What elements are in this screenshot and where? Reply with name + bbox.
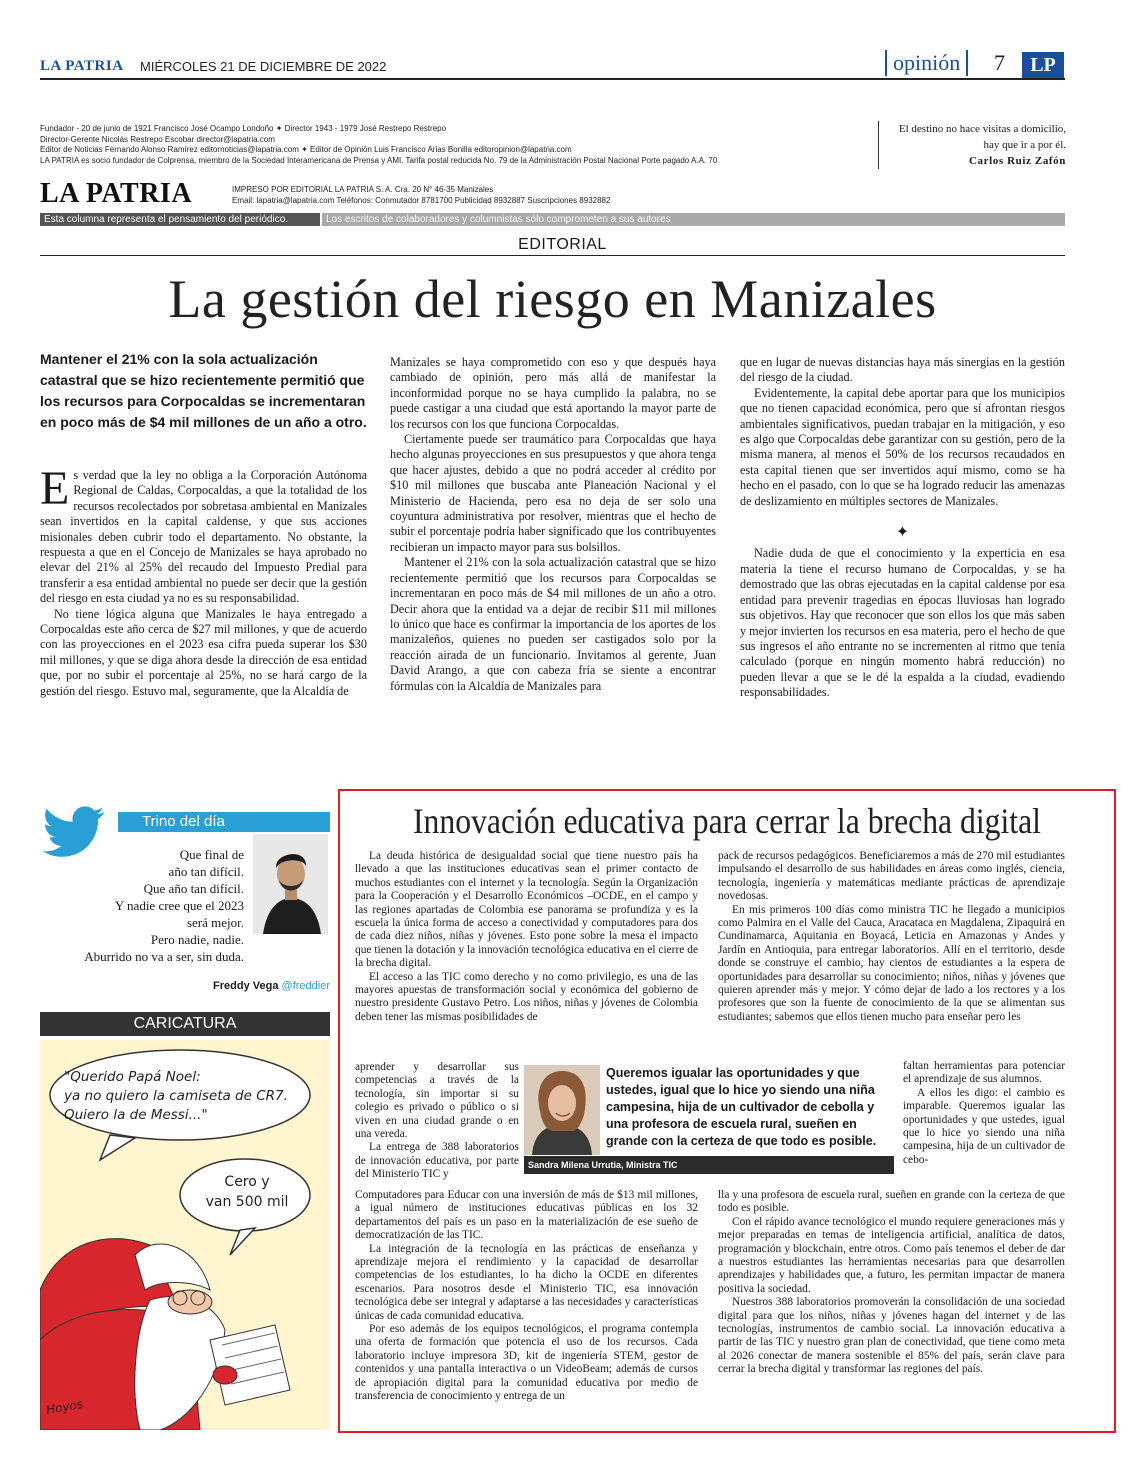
paragraph: La entrega de 388 laboratorios de innovación educativa, por parte del Ministerio TIC y <box>355 1141 519 1181</box>
speech-bubble-letter: "Querido Papá Noel: ya no quiero la camiseta de CR7. Quiero la de Messi..." <box>64 1069 288 1123</box>
quote-line: El destino no hace visitas a domicilio, <box>898 123 1066 135</box>
masthead-line: Director-Gerente Nicolás Restrepo Escobar director@lapatria.com <box>40 134 275 144</box>
paragraph: aprender y desarrollar sus competencias a través de la tecnología, sin importar si su colegio es privado o público o si viven en una ciudad grande o en una vereda. <box>355 1061 519 1141</box>
pull-quote-caption: Sandra Milena Urrutia, Ministra TIC <box>524 1156 894 1174</box>
article-column-2-mid <box>903 1060 1065 1167</box>
paragraph: faltan herramientas para potenciar el aprendizaje de sus alumnos. <box>903 1060 1065 1086</box>
article-headline: Innovación educativa para cerrar la brecha digital <box>413 801 1041 841</box>
author-photo <box>253 834 328 934</box>
cartoon-panel <box>40 1040 330 1430</box>
cartoonist-signature: Hoyos <box>45 1396 84 1418</box>
minister-photo <box>524 1065 600 1155</box>
separator-star: ✦ <box>895 524 910 542</box>
speech-bubble-reply: Cero y van 500 mil <box>205 1174 289 1210</box>
paragraph: En mis primeros 100 días como ministra TIC he llegado a municipios como Palmira en el Valle del Cauca, Aracataca en Magdalena, Zipaquirá en Cundinamarca, Aquitania en Boyacá, Leticia en Amazonas y Andes y Jardín en Antioquia, para entregar laboratorios. Allí en el territorio, desde donde se construye el cambio, hay cientos de estudiantes a la espera de oportunidades para desarrollar su conocimiento; niños, niñas y jóvenes que quieren aprender más y mejor. Y cómo dejar de lado a los rectores y a los profesores que son la fuente de conocimiento de la que se alimentan sus estudiantes; sabemos que ellos tienen mucho para enseñar pero les <box>718 903 1065 1023</box>
tweet-line: Aburrido no va a ser, sin duda. <box>84 949 244 964</box>
paragraph: pack de recursos pedagógicos. Beneficiaremos a más de 270 mil estudiantes impulsando el desarrollo de sus habilidades en áreas como inglés, ciencia, tecnología, ingeniería y matemáticas mediante prácticas de aprendizaje novedosas. <box>718 850 1065 903</box>
tweet-line: Y nadie cree que el 2023 <box>114 898 244 913</box>
paragraph: Evidentemente, la capital debe aportar para que los municipios que no tienen capacidad económica, pero que sí afrontan riesgos ambientales significativos, puedan trabajar en la mitigación, y eso es algo que Corpocaldas debe garantizar con su gestión, pero de la misma manera, al menos el 50% de los recursos recaudados en esta capital tienen que ser invertidos aquí mismo, como se ha hecho en el pasado, con lo que se ha logrado reducir las amenazas de deslizamiento en múltiples sectores de Manizales. <box>740 385 1065 508</box>
imprint-line: IMPRESO POR EDITORIAL LA PATRIA S. A. Cra. 20 N° 46-35 Manizales <box>232 185 494 194</box>
paragraph: A ellos les digo: el cambio es imparable. Queremos igualar las oportunidades y que ustedes, igual que lo hice yo siendo una niña campesina, hija de un cultivador de cebo- <box>903 1086 1065 1166</box>
masthead-line: LA PATRIA es socio fundador de Colprensa, miembro de la Sociedad Interamericana de Prensa y AMI. Tarifa postal reducida No. 79 de la Administración Postal Nacional Porte pagado A.A. 70 <box>40 155 718 165</box>
editorial-headline: La gestión del riesgo en Manizales <box>168 269 937 329</box>
paragraph: Nadie duda de que el conocimiento y la experticia en esa materia la tiene el recurso humano de Corpocaldas, y se ha demostrado que las obras ejecutadas en la capital caldense por esa entidad para prevenir tragedias en épocas lluviosas han logrado sus objetivos. Hay que reconocer que son ellos los que más saben y mejor invierten los recursos en esa materia, pero el hecho de que sus ingresos el año entrante no se incrementen al ritmo que tenía calculado (porque en ningún momento habrá reducción) no pueden llevar a que se le dé la espalda a la ciudad, evadiendo responsabilidades. <box>740 546 1065 700</box>
paragraph: que en lugar de nuevas distancias haya más sinergias en la gestión del riesgo de la ciudad. <box>740 355 1065 385</box>
paragraph: Con el rápido avance tecnológico el mundo requiere generaciones más y mejor preparadas en temas de inteligencia artificial, analítica de datos, programación y blockchain, entre otros. Como país tenemos el deber de dar a nuestros estudiantes las herramientas necesarias para que desarrollen aprendizajes y habilidades que, a futuro, les permitan impactar de manera positiva la sociedad. <box>718 1215 1065 1295</box>
masthead-credits <box>40 124 870 166</box>
tweet-text <box>40 846 244 965</box>
editorial-column-2 <box>390 355 716 694</box>
paragraph: La deuda histórica de desigualdad social que tiene nuestro país ha llevado a que las instituciones educativas sean el primer contacto de muchos estudiantes con el internet y la tecnología. Según la Organización para la Cooperación y el Desarrollo Económicos –OCDE, en el campo y las regiones apartadas de Colombia ese panorama se profundiza y es la escuela la única forma de acceso a conectividad y computadores para dos de cada diez niños, niñas y jóvenes. Esto pone sobre la mesa el impacto que tienen la dotación y la innovación tecnológica educativa en el cierre de la brecha digital. <box>355 850 698 970</box>
paragraph: Por eso además de los equipos tecnológicos, el programa contempla una oferta de formación que potencia el uso de los recursos. Cada laboratorio incluye impresora 3D, kit de ingeniería STEM, gestor de contenidos y una pantalla interactiva o un VideoBeam; además de cursos de apropiación digital para la comunidad educativa por medio de transferencia de conocimiento y entrega de un <box>355 1323 698 1403</box>
lp-logo: LP <box>1022 52 1064 78</box>
paragraph: La integración de la tecnología en las prácticas de enseñanza y aprendizaje mejora el rendimiento y la capacidad de desarrollar competencias de los estudiantes, lo ha dicho la OCDE en diferentes escenarios. Para nosotros desde el Ministerio TIC, esa innovación tecnológica debe ser integral y adaptarse a las necesidades y características únicas de cada comunidad educativa. <box>355 1242 698 1322</box>
masthead-logo: LA PATRIA <box>40 178 193 209</box>
article-column-1-top <box>355 850 698 1024</box>
quote-author: Carlos Ruiz Zafón <box>969 155 1066 167</box>
imprint-info <box>232 184 610 206</box>
pull-quote-box <box>524 1065 894 1175</box>
paragraph: Manizales se haya comprometido con eso y que después haya cambiado de opinión, pero más allá de manifestar la inconformidad porque no se haya cumplido la palabra, no se puede castigar a una ciudad que está aportando la mayor parte de los recursos con los que funciona Corpocaldas. <box>390 355 716 431</box>
masthead-line: Editor de Noticias Fernando Alonso Ramírez editornoticias@lapatria.com ✦ Editor de Opinión Luis Francisco Arias Bonilla editoropinion@lapatria.com <box>40 145 572 154</box>
tweet-line: Que año tan difícil. <box>143 881 244 896</box>
article-column-1-mid <box>355 1061 519 1182</box>
paragraph: No tiene lógica alguna que Manizales le haya entregado a Corpocaldas este año cerca de $27 mil millones, y que de acuerdo con las proyecciones en el 2023 esa cifra pueda superar los $30 mil millones, y que se diga ahora desde la dirección de esa entidad que, por no subir el porcentaje al 25%, no se hará cargo de la gestión del riesgo. Estuvo mal, seguramente, que la Alcaldía de <box>40 606 367 698</box>
disclaimer-bar: Los escritos de colaboradores y columnistas sólo comprometen a sus autores <box>322 213 1065 226</box>
dropcap: E <box>40 462 70 515</box>
header-rule <box>40 78 1065 80</box>
article-column-1-bottom <box>355 1189 698 1404</box>
daily-quote <box>878 121 1066 169</box>
paragraph: Ciertamente puede ser traumático para Corpocaldas que haya hecho algunas proyecciones en sus presupuestos y que ahora tenga que hacer ajustes, debido a que no podrá acceder al crédito por $10 mil millones que buscaba ante Planeación Nacional y el Ministerio de Hacienda, pero esa no deja de ser solo una coyuntura administrativa por resolver, mientras que el hecho de subir el porcentaje podría haber significado que los contribuyentes recibieran un impacto mayor para sus bolsillos. <box>390 432 716 554</box>
tweet-signature <box>120 980 330 992</box>
editorial-note-bar: Esta columna representa el pensamiento del periódico. <box>40 213 320 226</box>
newspaper-brand: LA PATRIA <box>40 58 124 74</box>
tweet-line: será mejor. <box>186 915 244 930</box>
paragraph: Mantener el 21% con la sola actualización catastral que se hizo recientemente permitió que los recursos para Corpocaldas se incrementaran en poco más de $4 mil millones de un año a otro. Decir ahora que la entidad va a dejar de recibir $11 mil millones lo único que hace es confirmar la importancia de los aportes de los manizaleños, quienes no pueden ser castigados solo por la reacción airada de un funcionario. Invitamos al gerente, Juan David Arango, a que con cabeza fría se siente a encontrar fórmulas con la Alcaldía de Manizales para <box>390 555 716 693</box>
imprint-line: Email: lapatria@lapatria.com Teléfonos: Conmutador 8781700 Publicidad 8932887 Suscripciones 8932882 <box>232 196 611 205</box>
cartoon-header: CARICATURA <box>40 1012 330 1036</box>
tweet-handle[interactable]: @freddier <box>281 980 330 992</box>
paragraph: Es verdad que la ley no obliga a la Corporación Autónoma Regional de Caldas, Corpocaldas, a que la totalidad de los recursos recolectados por sobretasa ambiental en Manizales sean invertidos en la capital caldense, y que sus acciones misionales deben cubrir todo el departamento. No obstante, la respuesta a que en el Concejo de Manizales se haya aprobado no elevar del 21% al 25% del recaudo del Impuesto Predial para transferir a esa entidad ambiental no puede ser decir que la gestión del riesgo en esta ciudad ya no es su responsabilidad. <box>40 462 367 606</box>
tweet-line: Que final de <box>179 847 244 862</box>
quote-line: hay que ir a por él. <box>983 139 1066 151</box>
paragraph: Computadores para Educar con una inversión de más de $13 mil millones, a igual número de instituciones educativas públicas en los 32 departamentos del país es un paso en la materialización de ese sueño de democratización de las TIC. <box>355 1189 698 1242</box>
tweet-header: Trino del día <box>118 812 330 832</box>
page-number: 7 <box>994 50 1005 75</box>
tweet-line: año tan difícil. <box>168 864 244 879</box>
editorial-kicker: EDITORIAL <box>480 236 645 254</box>
editorial-column-1 <box>40 462 367 699</box>
article-column-2-bottom <box>718 1189 1065 1377</box>
editorial-column-3 <box>740 355 1065 701</box>
kicker-rule <box>40 255 1065 256</box>
editorial-lead: Mantener el 21% con la sola actualización catastral que se hizo recientemente permitió que los recursos para Corpocaldas se incrementaran en poco más de $4 mil millones de un año a otro. <box>40 351 367 430</box>
tweet-author: Freddy Vega <box>213 980 279 992</box>
paragraph: Nuestros 388 laboratorios promoverán la consolidación de una sociedad digital para que los niños, niñas y jóvenes hagan del internet y de las tecnologías, instrumentos de cambio social. La innovación educativa a partir de las TIC y nuestro gran plan de conectividad, que tiene como meta al 2026 conectar de manera sostenible el 85% del país, serán clave para cerrar la brecha digital y transformar las regiones del país. <box>718 1296 1065 1376</box>
masthead-line: Fundador - 20 de junio de 1921 Francisco José Ocampo Londoño ✦ Director 1943 - 1979 José Restrepo Restrepo <box>40 124 447 133</box>
article-column-2-top <box>718 850 1065 1024</box>
issue-date: MIÉRCOLES 21 DE DICIEMBRE DE 2022 <box>140 59 387 74</box>
section-label: opinión <box>885 50 968 76</box>
paragraph: lla y una profesora de escuela rural, sueñen en grande con la certeza de que todo es posible. <box>718 1189 1065 1215</box>
tweet-line: Pero nadie, nadie. <box>150 932 244 947</box>
paragraph: El acceso a las TIC como derecho y no como privilegio, es una de las mayores apuestas de transformación social y económica del gobierno de nuestro presidente Gustavo Petro. Los niños, niñas y jóvenes de Colombia deben tener las mismas posibilidades de <box>355 970 698 1023</box>
pull-quote-text: Queremos igualar las oportunidades y que ustedes, igual que lo hice yo siendo una niña campesina, hija de un cultivador de cebolla y una profesora de escuela rural, sueñen en grande con la certeza de que todo es posible. <box>606 1066 877 1148</box>
